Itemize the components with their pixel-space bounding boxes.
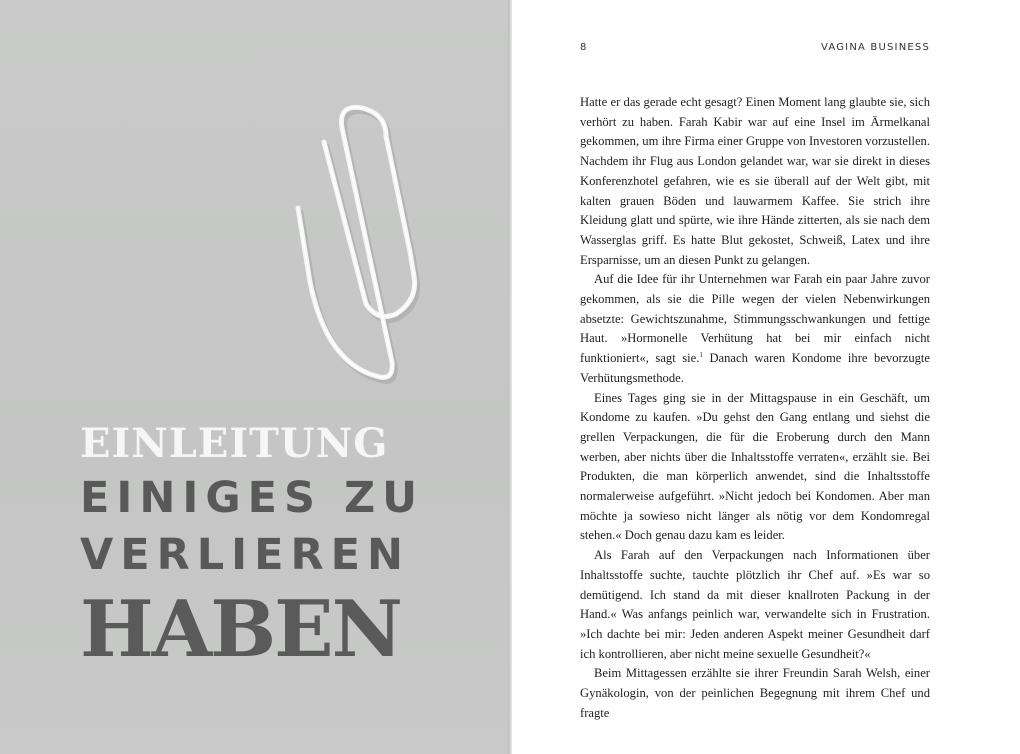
paragraph-2 <box>580 270 930 388</box>
chapter-label: EINLEITUNG <box>80 420 389 467</box>
chapter-title-line-1: EINIGES ZU <box>80 473 425 523</box>
footnote-mark: 1 <box>699 350 703 359</box>
paragraph-5: Beim Mittagessen erzählte sie ihrer Freundin Sarah Welsh, einer Gynäkologin, von der peinlichen Begegnung mit ihrem Chef und fragte <box>580 666 930 720</box>
page-number: 8 <box>580 42 588 53</box>
chapter-title-line-2: VERLIEREN <box>80 530 411 580</box>
right-page <box>512 0 1020 754</box>
chapter-heading <box>80 418 500 674</box>
paragraph-3: Eines Tages ging sie in der Mittagspause in ein Geschäft, um Kondome zu kaufen. »Du gehst den Gang entlang und siehst die grellen Verpackungen, die für die Eroberung durch den Mann werben, aber nichts über die Inhaltsstoffe verraten«, erzählt sie. Bei Produkten, die man körperlich anwendet, sind die Inhaltsstoffe normalerweise aufgeführt. »Nicht jedoch bei Kondomen. Aber man möchte ja sowieso nicht länger als nötig vor dem Kondomregal stehen.« Doch genau dazu kam es leider. <box>580 390 930 543</box>
paragraph-4: Als Farah auf den Verpackungen nach Informationen über Inhaltsstoffe suchte, tauchte plötzlich ihr Chef auf. »Es war so demütigend. Ich stand da mit dieser knallroten Packung in der Hand.« Was anfangs peinlich war, verwandelte sich in Frustration. »Ich dachte bei mir: Jeden anderen Aspekt meiner Gesundheit darf ich kontrollieren, aber nicht meine sexuelle Gesundheit?« <box>580 548 930 661</box>
paperclip-icon <box>282 100 422 390</box>
paragraph-2-continued: Danach waren Kondome ihre bevorzugte Verhütungsmethode. <box>580 351 930 385</box>
body-text <box>580 93 930 724</box>
paragraph-2-text: Auf die Idee für ihr Unternehmen war Farah ein paar Jahre zuvor gekommen, als sie die Pille wegen der vielen Nebenwirkungen absetzte: Gewichtszunahme, Stimmungsschwankungen und fettige Haut. »Hormonelle Verhütung hat bei mir einfach nicht funktioniert«, sagt sie. <box>580 272 930 366</box>
running-title: VAGINA BUSINESS <box>820 42 930 53</box>
paragraph-1: Hatte er das gerade echt gesagt? Einen Moment lang glaubte sie, sich verhört zu haben. Farah Kabir war auf eine Insel im Ärmelkanal gekommen, um ihre Firma einer Gruppe von Investoren vorzustellen. Nachdem ihr Flug aus London gelandet war, war sie direkt in dieses Konferenzhotel gefahren, wie es sie überall auf der Welt gibt, mit kalten grauen Böden und lauwarmem Kaffee. Sie strich ihre Kleidung glatt und spürte, wie ihre Hände zitterten, als sie nach dem Wasserglas griff. Es hatte Blut gekostet, Schweiß, Latex und ihre Ersparnisse, um an diesen Punkt zu gelangen. <box>580 95 930 267</box>
chapter-title-emphasis: HABEN <box>80 584 401 675</box>
